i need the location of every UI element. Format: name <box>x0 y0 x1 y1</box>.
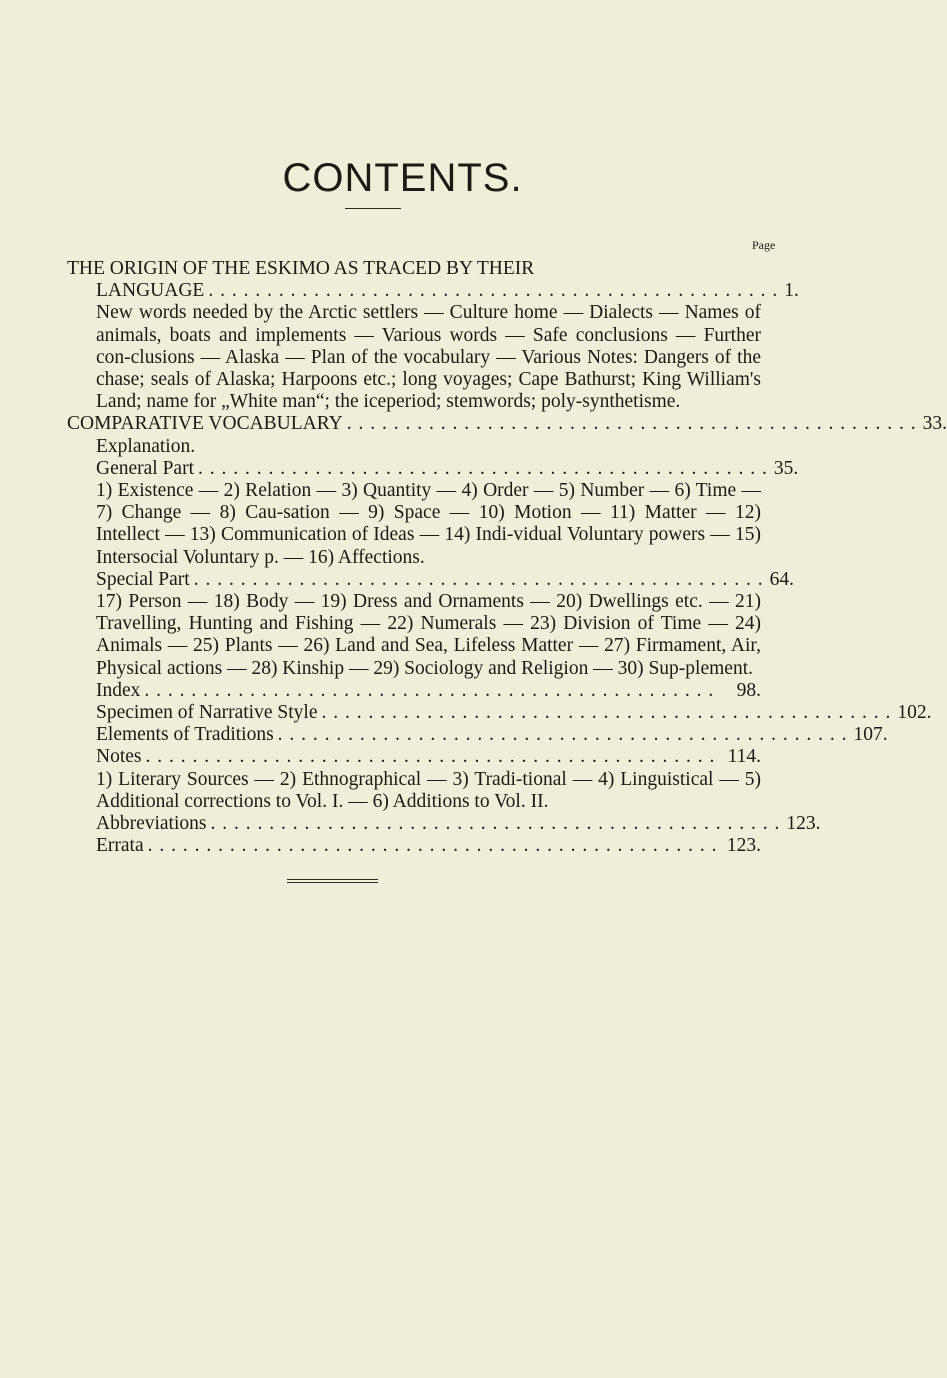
toc-page-number: 1. <box>784 280 799 302</box>
toc-entry-traditions[interactable] <box>67 724 888 746</box>
page-title: CONTENTS. <box>282 156 523 200</box>
toc-page-number: 114. <box>727 746 761 768</box>
title-divider <box>345 208 401 209</box>
leader-dots: . . . . . . . . . . . . . . . . . . . . . . . . . . . . . . . . . . . . . . . . . . . . . . . . . <box>208 280 779 302</box>
toc-page-number: 98. <box>736 679 761 701</box>
leader-dots: . . . . . . . . . . . . . . . . . . . . . . . . . . . . . . . . . . . . . . . . . . . . . . . . . <box>144 679 715 701</box>
toc-page-number: 35. <box>773 457 799 479</box>
toc-page-number: 107. <box>853 724 888 746</box>
leader-dots: . . . . . . . . . . . . . . . . . . . . . . . . . . . . . . . . . . . . . . . . . . . . . . . . . <box>321 702 892 724</box>
toc-entry-general-part[interactable] <box>67 457 799 480</box>
toc-entry-title: Errata <box>96 835 144 857</box>
toc-description: 1) Existence — 2) Relation — 3) Quantity — 4) Order — 5) Number — 6) Time — 7) Change — 8) Cau-sation — 9) Space — 10) Motion — 11) Matter — 12) Intellect — 13) Communication of Ideas — 14) Indi-vidual Voluntary powers — 15) Intersocial Voluntary p. — 16) Affections. <box>96 480 761 568</box>
toc-description: 17) Person — 18) Body — 19) Dress and Ornaments — 20) Dwellings etc. — 21) Travelling, Hunting and Fishing — 22) Numerals — 23) Division of Time — 24) Animals — 25) Plants — 26) Land and Sea, Lifeless Matter — 27) Firmament, Air, Physical actions — 28) Kinship — 29) Sociology and Religion — 30) Sup-plement. <box>96 591 761 679</box>
leader-dots: . . . . . . . . . . . . . . . . . . . . . . . . . . . . . . . . . . . . . . . . . . . . . . . . . <box>346 413 917 435</box>
toc-description: New words needed by the Arctic settlers — Culture home — Dialects — Names of animals, boats and implements — Various words — Safe conclusions — Further con-clusions — Alaska — Plan of the vocabulary — Various Notes: Dangers of the chase; seals of Alaska; Harpoons etc.; long voyages; Cape Bathurst; King William's Land; name for „White man“; the iceperiod; stemwords; poly-synthetisme. <box>96 302 761 413</box>
toc-description: 1) Literary Sources — 2) Ethnographical — 3) Tradi-tional — 4) Linguistical — 5) Additional corrections to Vol. I. — 6) Additions to Vol. II. <box>96 768 761 812</box>
toc-entry-title: Abbreviations <box>96 813 207 835</box>
toc-heading-origin <box>67 258 799 302</box>
toc-entry-comparative-vocabulary[interactable] <box>67 413 947 435</box>
leader-dots: . . . . . . . . . . . . . . . . . . . . . . . . . . . . . . . . . . . . . . . . . . . . . . . . . <box>198 457 768 479</box>
toc-entry-title: Notes <box>96 746 142 768</box>
toc-entry-errata[interactable] <box>67 835 761 857</box>
leader-dots: . . . . . . . . . . . . . . . . . . . . . . . . . . . . . . . . . . . . . . . . . . . . . . . . . <box>145 746 716 768</box>
toc-entry-title: COMPARATIVE VOCABULARY <box>67 413 343 435</box>
end-rule-upper <box>287 879 378 880</box>
toc-entry-special-part[interactable] <box>67 568 794 591</box>
toc-heading-line1: THE ORIGIN OF THE ESKIMO AS TRACED BY THEIR <box>67 258 535 279</box>
toc-page-number: 33. <box>922 413 947 435</box>
toc-entry-title: Elements of Traditions <box>96 724 274 746</box>
leader-dots: . . . . . . . . . . . . . . . . . . . . . . . . . . . . . . . . . . . . . . . . . . . . . . . . . <box>193 568 764 590</box>
toc-entry-title: Specimen of Narrative Style <box>96 702 318 724</box>
toc-entry-explanation[interactable]: Explanation. <box>96 435 196 457</box>
toc-entry-index[interactable] <box>67 680 761 702</box>
toc-entry-specimen[interactable] <box>67 702 932 724</box>
toc-page-number: 123. <box>726 835 761 857</box>
leader-dots: . . . . . . . . . . . . . . . . . . . . . . . . . . . . . . . . . . . . . . . . . . . . . . . . . <box>147 835 718 857</box>
toc-entry-notes[interactable] <box>67 746 761 768</box>
toc-entry-abbreviations[interactable] <box>67 813 821 835</box>
toc-page-number: 102. <box>897 702 932 724</box>
page-column-label: Page <box>752 238 776 252</box>
toc-entry-title: LANGUAGE <box>96 280 205 302</box>
toc-entry-title: Special Part <box>96 568 190 590</box>
end-rule-lower <box>287 882 378 883</box>
table-of-contents <box>67 258 947 857</box>
leader-dots: . . . . . . . . . . . . . . . . . . . . . . . . . . . . . . . . . . . . . . . . . . . . . . . . . <box>277 724 848 746</box>
toc-page-number: 64. <box>769 568 794 590</box>
toc-entry-title: Index <box>96 679 141 701</box>
leader-dots: . . . . . . . . . . . . . . . . . . . . . . . . . . . . . . . . . . . . . . . . . . . . . . . . . <box>210 813 781 835</box>
toc-entry-language[interactable] <box>67 280 799 302</box>
toc-page-number: 123. <box>786 813 821 835</box>
toc-entry-title: General Part <box>96 457 194 479</box>
